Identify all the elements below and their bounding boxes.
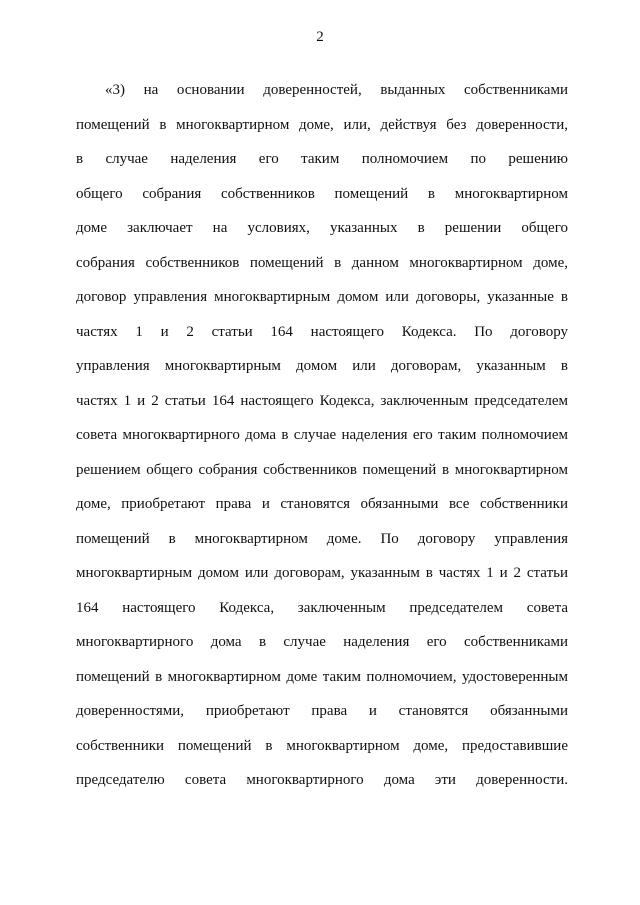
paragraph-line: многоквартирным домом или договорам, указанным в частях 1 и 2 статьи <box>76 565 568 581</box>
paragraph-3 <box>76 73 568 798</box>
paragraph-line: помещений в многоквартирном доме таким полномочием, удостоверенным <box>76 668 568 685</box>
paragraph-line: доме, приобретают права и становятся обязанными все собственники <box>76 496 568 512</box>
paragraph-line: председателю совета многоквартирного дома эти доверенности. <box>76 772 568 788</box>
paragraph-line: частях 1 и 2 статьи 164 настоящего Кодекса, заключенным председателем <box>76 392 568 409</box>
paragraph-line: помещений в многоквартирном доме. По договору управления <box>76 530 568 547</box>
paragraph-line: собственники помещений в многоквартирном доме, предоставившие <box>76 737 568 754</box>
paragraph-line: 164 настоящего Кодекса, заключенным председателем совета <box>76 599 568 616</box>
paragraph-line: помещений в многоквартирном доме, или, действуя без доверенности, <box>76 116 568 133</box>
paragraph-line: управления многоквартирным домом или договорам, указанным в <box>76 358 568 374</box>
paragraph-line: частях 1 и 2 статьи 164 настоящего Кодекса. По договору <box>76 323 568 340</box>
paragraph-line: доме заключает на условиях, указанных в решении общего <box>76 220 568 236</box>
paragraph-line: «3) на основании доверенностей, выданных собственниками <box>105 82 568 98</box>
paragraph-line: договор управления многоквартирным домом или договоры, указанные в <box>76 289 568 305</box>
paragraph-line: доверенностями, приобретают права и становятся обязанными <box>76 703 568 719</box>
paragraph-line: в случае наделения его таким полномочием по решению <box>76 151 568 167</box>
paragraph-line: совета многоквартирного дома в случае наделения его таким полномочием <box>76 427 568 443</box>
paragraph-line: собрания собственников помещений в данном многоквартирном доме, <box>76 254 568 271</box>
paragraph-line: решением общего собрания собственников помещений в многоквартирном <box>76 461 568 478</box>
page-number: 2 <box>316 29 324 45</box>
paragraph-line: общего собрания собственников помещений в многоквартирном <box>76 185 568 202</box>
paragraph-line: многоквартирного дома в случае наделения его собственниками <box>76 634 568 650</box>
